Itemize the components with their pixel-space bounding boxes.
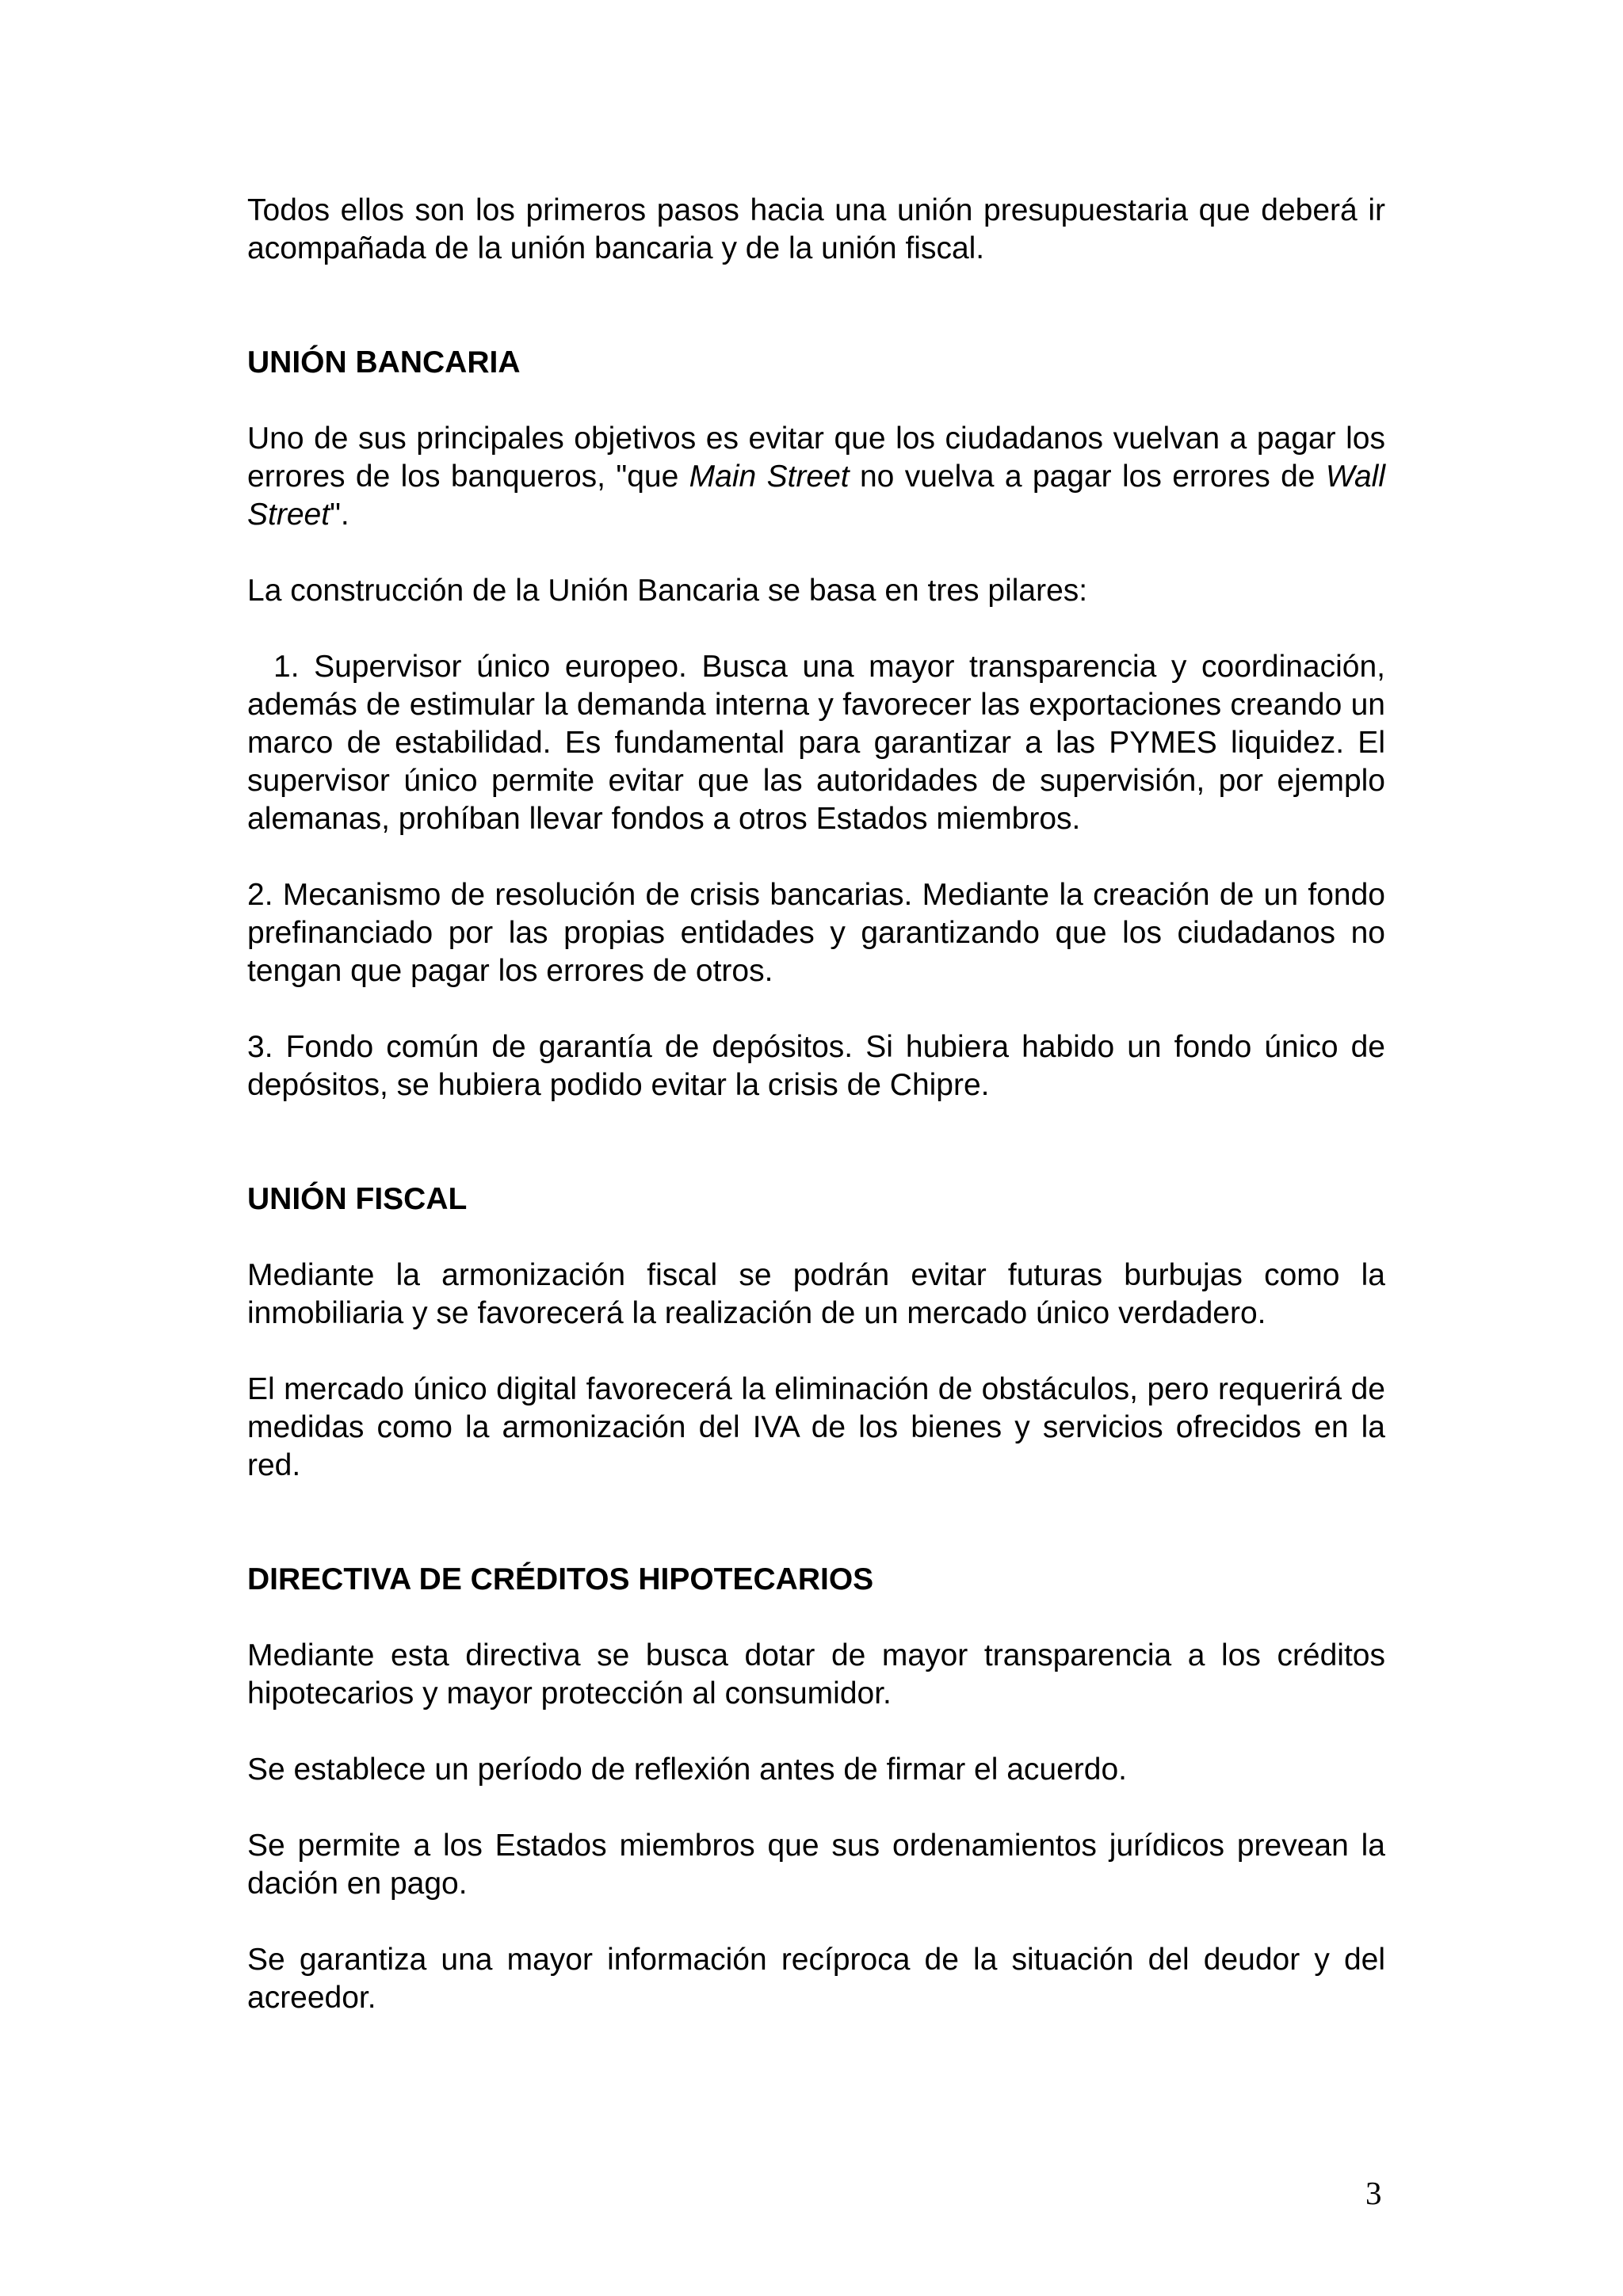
spacer: [247, 838, 1385, 876]
spacer: [247, 610, 1385, 648]
spacer: [247, 1789, 1385, 1827]
union-fiscal-paragraph-1: Mediante la armonización fiscal se podrán evitar futuras burbujas como la inmobiliaria y se favorecerá la realización de un mercado único verdadero.: [247, 1258, 1385, 1330]
pillar-2-paragraph: 2. Mecanismo de resolución de crisis bancarias. Mediante la creación de un fondo prefinanciado por las propias entidades y garantizando que los ciudadanos no tengan que pagar los errores de otros.: [247, 878, 1385, 988]
spacer: [247, 1485, 1385, 1561]
text-segment: ".: [330, 498, 349, 532]
union-bancaria-paragraph-2: La construcción de la Unión Bancaria se basa en tres pilares:: [247, 574, 1088, 608]
spacer: [247, 1599, 1385, 1637]
heading-directiva: DIRECTIVA DE CRÉDITOS HIPOTECARIOS: [247, 1562, 874, 1596]
spacer: [247, 1713, 1385, 1751]
intro-paragraph: Todos ellos son los primeros pasos hacia una unión presupuestaria que deberá ir acompañada de la unión bancaria y de la unión fiscal.: [247, 193, 1385, 265]
directiva-paragraph-1: Mediante esta directiva se busca dotar de mayor transparencia a los créditos hipotecarios y mayor protección al consumidor.: [247, 1638, 1385, 1711]
union-fiscal-paragraph-2: El mercado único digital favorecerá la eliminación de obstáculos, pero requerirá de medidas como la armonización del IVA de los bienes y servicios ofrecidos en la red.: [247, 1372, 1385, 1482]
heading-union-bancaria: UNIÓN BANCARIA: [247, 345, 521, 379]
italic-text: Wall Street: [247, 460, 1385, 532]
spacer: [247, 1104, 1385, 1180]
text-segment: no vuelva a pagar los errores de: [849, 460, 1326, 494]
directiva-paragraph-3: Se permite a los Estados miembros que sus ordenamientos jurídicos prevean la dación en pago.: [247, 1829, 1385, 1901]
pillar-3-paragraph: 3. Fondo común de garantía de depósitos. Si hubiera habido un fondo único de depósitos, se hubiera podido evitar la crisis de Chipre.: [247, 1030, 1385, 1102]
spacer: [247, 1333, 1385, 1371]
spacer: [247, 1903, 1385, 1941]
document-body: [247, 192, 1385, 2017]
italic-text: Main Street: [689, 460, 850, 494]
pillar-1-paragraph: 1. Supervisor único europeo. Busca una mayor transparencia y coordinación, además de estimular la demanda interna y favorecer las exportaciones creando un marco de estabilidad. Es fundamental para garantizar a las PYMES liquidez. El supervisor único permite evitar que las autoridades de supervisión, por ejemplo alemanas, prohíban llevar fondos a otros Estados miembros.: [247, 650, 1385, 836]
spacer: [247, 382, 1385, 420]
spacer: [247, 990, 1385, 1028]
heading-union-fiscal: UNIÓN FISCAL: [247, 1182, 468, 1216]
union-bancaria-paragraph-1: [247, 420, 1385, 534]
spacer: [247, 268, 1385, 344]
directiva-paragraph-2: Se establece un período de reflexión antes de firmar el acuerdo.: [247, 1753, 1128, 1787]
text-segment: Uno de sus principales objetivos es evitar que los ciudadanos vuelvan a pagar los errores de los banqueros, "que: [247, 421, 1385, 494]
spacer: [247, 534, 1385, 572]
page-number: 3: [1365, 2175, 1382, 2211]
directiva-paragraph-4: Se garantiza una mayor información recíproca de la situación del deudor y del acreedor.: [247, 1943, 1385, 2015]
spacer: [247, 1219, 1385, 1257]
